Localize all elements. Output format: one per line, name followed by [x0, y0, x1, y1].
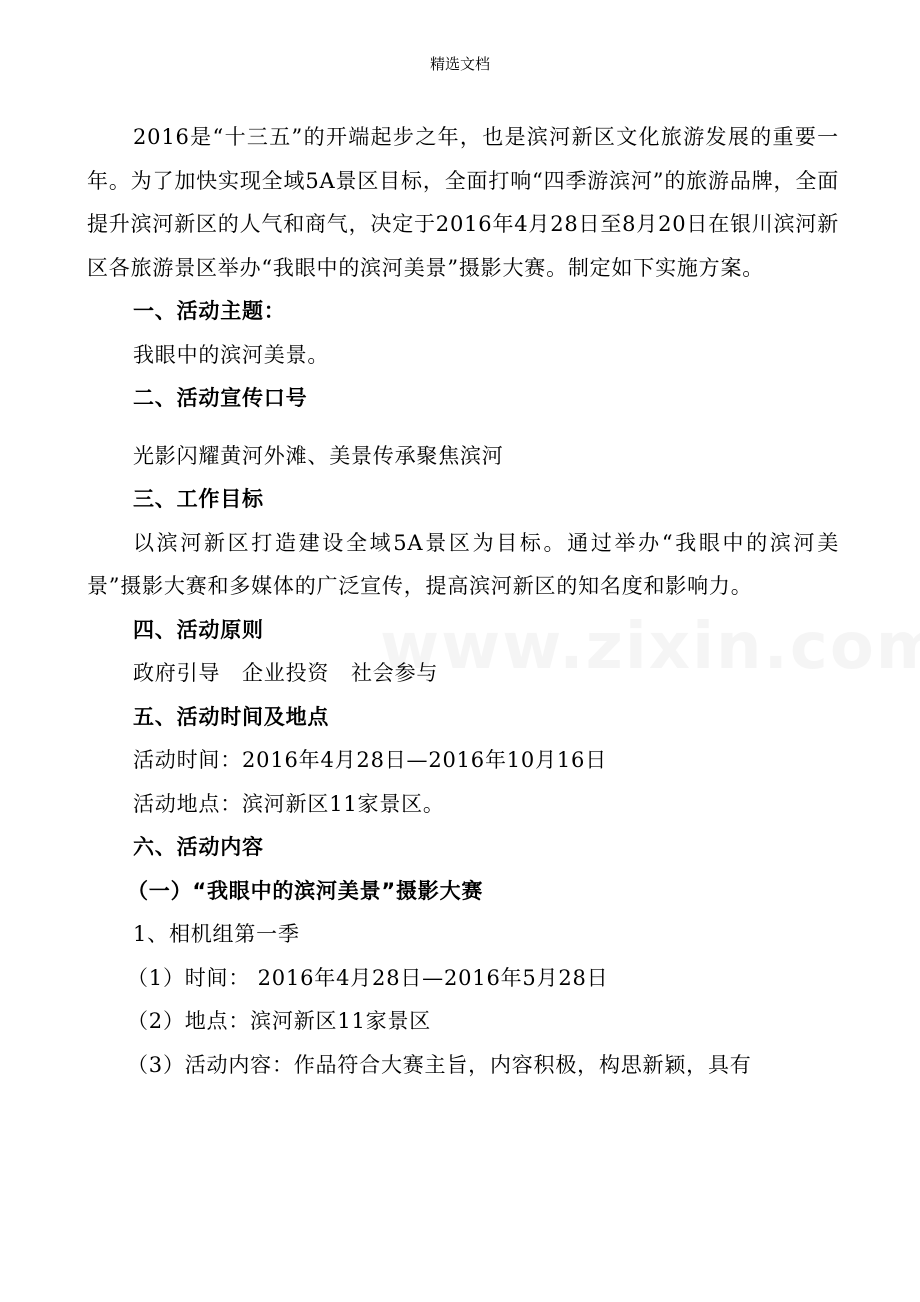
section-text-principle: 政府引导 企业投资 社会参与 [133, 661, 439, 685]
item-time: （1）时间： 2016年4月28日—2016年5月28日 [127, 965, 609, 990]
section-heading-principle: 四、活动原则 [133, 617, 264, 642]
item-place: （2）地点：滨河新区11家景区 [127, 1009, 432, 1033]
section-heading-goal: 三、工作目标 [133, 487, 264, 511]
document-body [87, 116, 839, 1087]
section-text-time: 活动时间：2016年4月28日—2016年10月16日 [133, 748, 608, 772]
section-text-slogan: 光影闪耀黄河外滩、美景传承聚焦滨河 [133, 443, 504, 468]
section-heading-time-place: 五、活动时间及地点 [133, 704, 330, 729]
section-text-place: 活动地点：滨河新区11家景区。 [133, 791, 445, 816]
spacer [87, 421, 839, 435]
section-text-goal: 以滨河新区打造建设全域5A景区为目标。通过举办“我眼中的滨河美景”摄影大赛和多媒体的广泛宣传，提高滨河新区的知名度和影响力。 [87, 530, 839, 598]
page-header: 精选文档 [429, 55, 490, 73]
section-heading-slogan: 二、活动宣传口号 [133, 386, 308, 410]
subsection-heading-photo-contest: （一）“我眼中的滨河美景”摄影大赛 [127, 878, 484, 903]
section-heading-content: 六、活动内容 [133, 835, 264, 859]
intro-paragraph: 2016是“十三五”的开端起步之年，也是滨河新区文化旅游发展的重要一年。为了加快实现全域5A景区目标，全面打响“四季游滨河”的旅游品牌，全面提升滨河新区的人气和商气，决定于2016年4月28日至8月20日在银川滨河新区各旅游景区举办“我眼中的滨河美景”摄影大赛。制定如下实施方案。 [87, 125, 840, 280]
section-heading-theme: 一、活动主题： [133, 299, 286, 323]
item-camera-season-1: 1、相机组第一季 [133, 922, 300, 946]
section-text-theme: 我眼中的滨河美景。 [133, 342, 330, 367]
item-content: （3）活动内容：作品符合大赛主旨，内容积极，构思新颖，具有 [127, 1052, 752, 1077]
